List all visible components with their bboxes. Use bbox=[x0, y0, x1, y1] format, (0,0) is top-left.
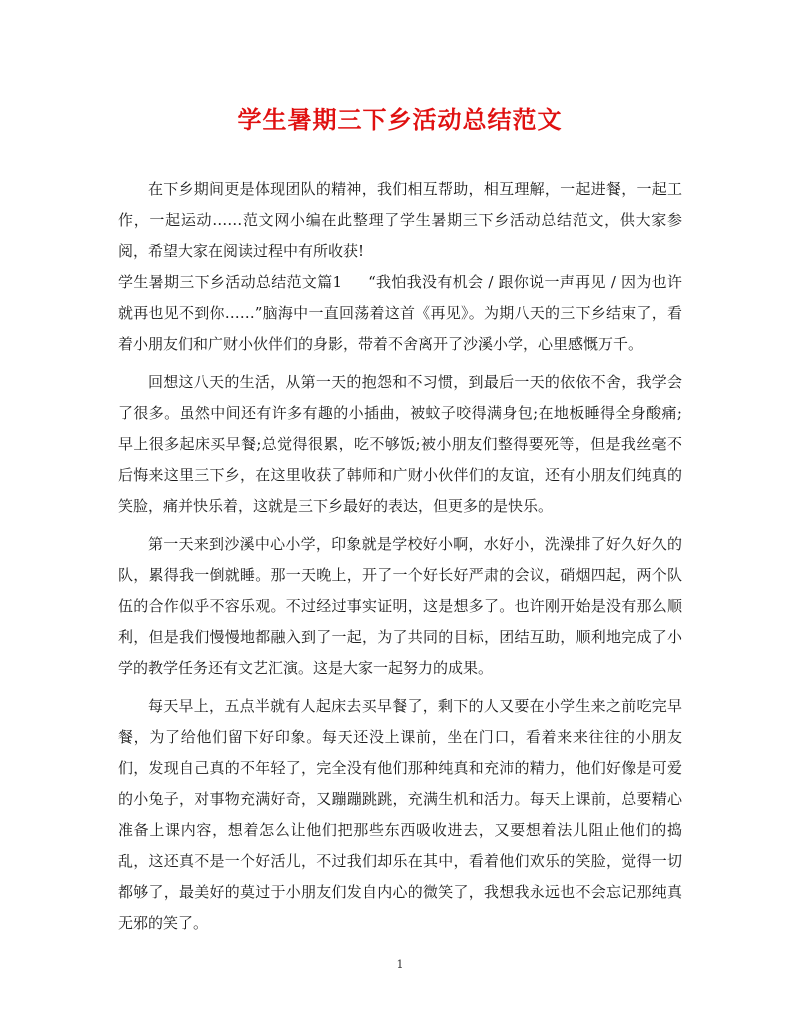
intro-paragraph: 在下乡期间更是体现团队的精神，我们相互帮助，相互理解，一起进餐，一起工作，一起运动……范文网小编在此整理了学生暑期三下乡活动总结范文，供大家参阅，希望大家在阅读过程中有所收获! bbox=[118, 180, 682, 260]
page-number: 1 bbox=[396, 958, 404, 971]
body-paragraph: 每天早上，五点半就有人起床去买早餐了，剩下的人又要在小学生来之前吃完早餐，为了给他们留下好印象。每天还没上课前，坐在门口，看着来来往往的小朋友们，发现自己真的不年轻了，完全没有他们那种纯真和充沛的精力，他们好像是可爱的小兔子，对事物充满好奇，又蹦蹦跳跳，充满生机和活力。每天上课前，总要精心准备上课内容，想着怎么让他们把那些东西吸收进去，又要想着法儿阻止他们的捣乱，这还真不是一个好活儿，不过我们却乐在其中，看着他们欢乐的笑脸，觉得一切都够了，最美好的莫过于小朋友们发自内心的微笑了，我想我永远也不会忘记那纯真无邪的笑了。 bbox=[118, 697, 682, 932]
document-title: 学生暑期三下乡活动总结范文 bbox=[237, 105, 563, 134]
article-heading: 学生暑期三下乡活动总结范文篇1 bbox=[118, 273, 343, 291]
document-body bbox=[118, 174, 682, 939]
body-paragraph: 回想这八天的生活，从第一天的抱怨和不习惯，到最后一天的依依不舍，我学会了很多。虽然中间还有许多有趣的小插曲，被蚊子咬得满身包;在地板睡得全身酸痛;早上很多起床买早餐;总觉得很累，吃不够饭;被小朋友们整得要死等，但是我丝毫不后悔来这里三下乡，在这里收获了韩师和广财小伙伴们的友谊，还有小朋友们纯真的笑脸，痛并快乐着，这就是三下乡最好的表达，但更多的是快乐。 bbox=[118, 373, 682, 515]
body-paragraph: 第一天来到沙溪中心小学，印象就是学校好小啊，水好小，洗澡排了好久好久的队，累得我一倒就睡。那一天晚上，开了一个好长好严肃的会议，硝烟四起，两个队伍的合作似乎不容乐观。不过经过事实证明，这是想多了。也许刚开始是没有那么顺利，但是我们慢慢地都融入到了一起，为了共同的目标，团结互助，顺利地完成了小学的教学任务还有文艺汇演。这是大家一起努力的成果。 bbox=[118, 535, 682, 677]
article-first-paragraph bbox=[118, 267, 682, 360]
article-first-paragraph-text: “我怕我没有机会 / 跟你说一声再见 / 因为也许就再也见不到你……”脑海中一直回荡着这首《再见》。为期八天的三下乡结束了，看着小朋友们和广财小伙伴们的身影，带着不舍离开了沙溪小学，心里感慨万千。 bbox=[118, 273, 682, 353]
